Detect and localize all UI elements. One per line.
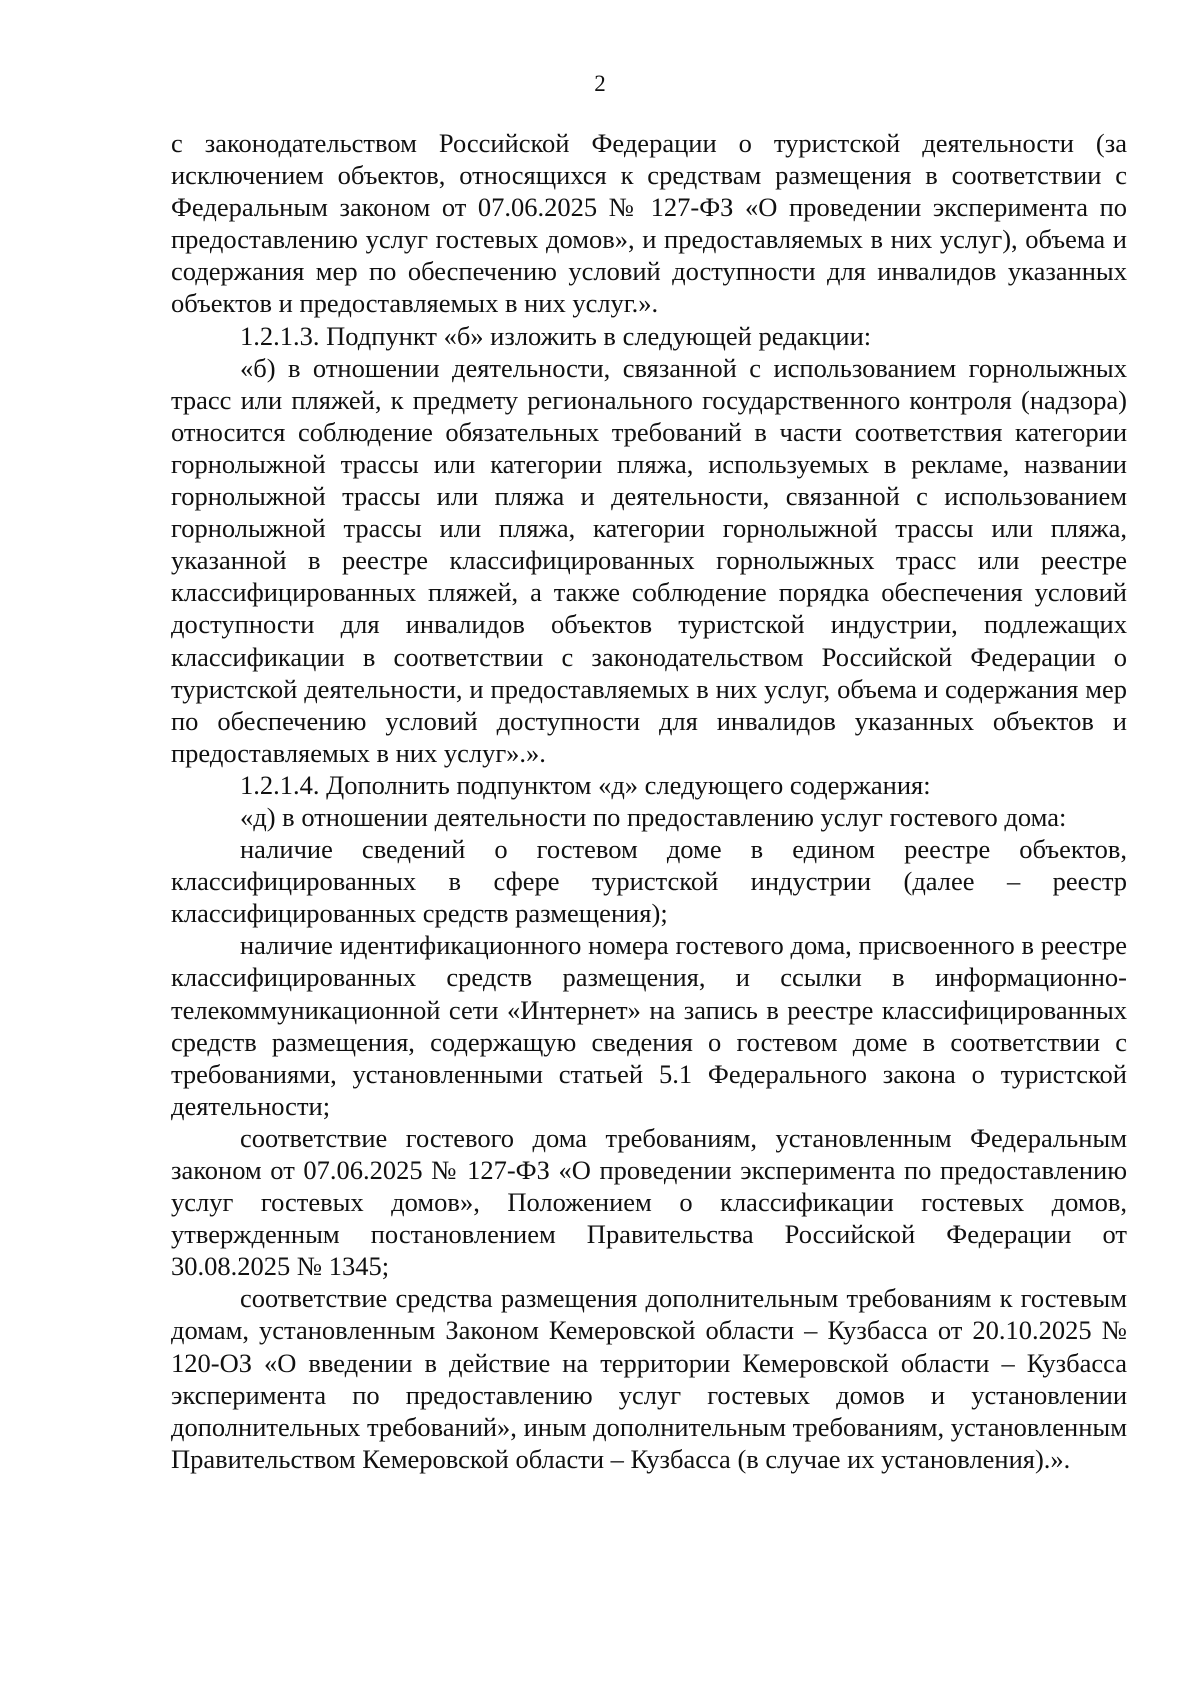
paragraph-subitem-b: «б) в отношении деятельности, связанной с использованием горнолыжных трасс или пляжей, к предмету регионального государственного контроля (надзора) относится соблюдение обязательных требований в части соответствия категории горнолыжной трассы или категории пляжа, используемых в рекламе, названии горнолыжной трассы или пляжа и деятельности, связанной с использованием горнолыжной трассы или пляжа, категории горнолыжной трассы или пляжа, указанной в реестре классифицированных горнолыжных трасс или реестре классифицированных пляжей, а также соблюдение порядка обеспечения условий доступности для инвалидов объектов туристской индустрии, подлежащих классификации в соответствии с законодательством Российской Федерации о туристской деятельности, и предоставляемых в них услуг, объема и содержания мер по обеспечению условий доступности для инвалидов указанных объектов и предоставляемых в них услуг».». — [171, 352, 1127, 768]
paragraph-d-federal-requirements: соответствие гостевого дома требованиям, установленным Федеральным законом от 07.06.2025 № 127-ФЗ «О проведении эксперимента по предоставлению услуг гостевых домов», Положением о классификации гостевых домов, утвержденным постановлением Правительства Российской Федерации от 30.08.2025 № 1345; — [171, 1122, 1127, 1282]
paragraph-item-1-2-1-4: 1.2.1.4. Дополнить подпунктом «д» следующего содержания: — [240, 769, 931, 800]
paragraph-d-registry: наличие сведений о гостевом доме в едином реестре объектов, классифицированных в сфере туристской индустрии (далее – реестр классифицированных средств размещения); — [171, 834, 1127, 929]
paragraph-d-regional-requirements: соответствие средства размещения дополнительным требованиям к гостевым домам, установленным Законом Кемеровской области – Кузбасса от 20.10.2025 № 120-ОЗ «О введении в действие на территории Кемеровской области – Кузбасса эксперимента по предоставлению услуг гостевых домов и установлении дополнительных требований», иным дополнительным требованиям, установленным Правительством Кемеровской области – Кузбасса (в случае их установления).». — [171, 1283, 1127, 1474]
paragraph-continuation: с законодательством Российской Федерации о туристской деятельности (за исключением объектов, относящихся к средствам размещения в соответствии с Федеральным законом от 07.06.2025 № 127-ФЗ «О проведении эксперимента по предоставлению услуг гостевых домов», и предоставляемых в них услуг), объема и содержания мер по обеспечению условий доступности для инвалидов указанных объектов и предоставляемых в них услуг.». — [171, 128, 1127, 319]
paragraph-subitem-d: «д) в отношении деятельности по предоставлению услуг гостевого дома: — [240, 801, 1067, 832]
page-number: 2 — [594, 71, 606, 96]
paragraph-d-identifier: наличие идентификационного номера гостевого дома, присвоенного в реестре классифицированных средств размещения, и ссылки в информационно-телекоммуникационной сети «Интернет» на запись в реестре классифицированных средств размещения, содержащую сведения о гостевом доме в соответствии с требованиями, установленными статьей 5.1 Федерального закона о туристской деятельности; — [171, 930, 1127, 1121]
document-body — [171, 127, 1127, 1475]
paragraph-item-1-2-1-3: 1.2.1.3. Подпункт «б» изложить в следующей редакции: — [240, 320, 872, 351]
